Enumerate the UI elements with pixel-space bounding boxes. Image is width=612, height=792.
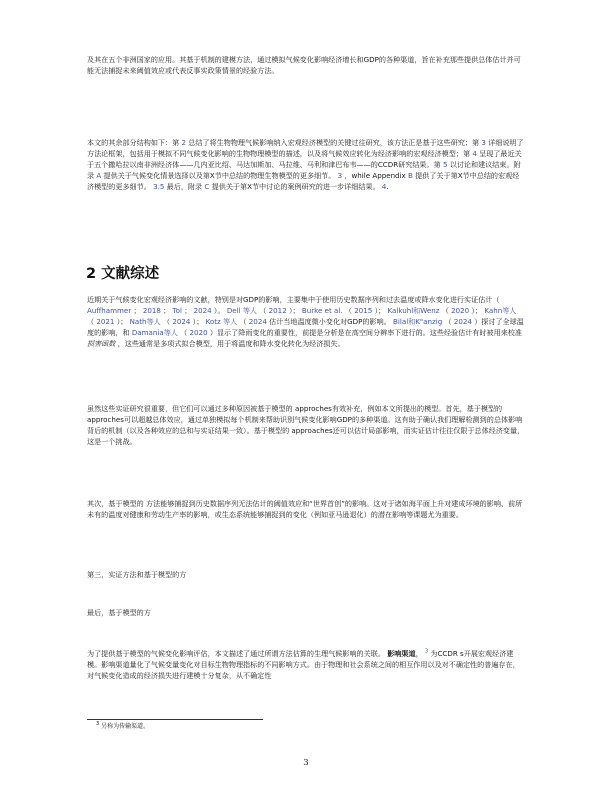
citation-separator: ）； — [192, 317, 204, 327]
citation-link[interactable]: Auffhammer — [87, 306, 132, 316]
lit-text: 估计当地温度微小变化对GDP的影响。 — [269, 317, 391, 327]
citation-separator: （ — [180, 328, 188, 338]
citation-link[interactable]: 2024 — [193, 306, 212, 316]
citation-link[interactable]: 2024 — [248, 317, 267, 327]
citation-separator: ； — [133, 306, 141, 316]
section-ref-link[interactable]: 3 — [337, 171, 343, 181]
outline-text: 最后，附录 — [166, 182, 203, 192]
second-point-paragraph — [87, 498, 525, 520]
citation-separator: ）； — [374, 306, 386, 316]
citation-link[interactable]: Damania等人 — [131, 328, 178, 338]
citation-separator: （ — [162, 317, 171, 327]
emphasized-term: 损害函数 — [87, 339, 116, 349]
lit-text: ，这些通常是多项式拟合模型，用于将温度和降水变化转化为经济损失。 — [117, 339, 345, 349]
outline-paragraph — [87, 137, 525, 192]
paragraph-text: 虽然这些实证研究很重要，但它们可以通过多种原因被基于模型的 approches有效补充，例如本文所提出的模型。首先，基于模型的 approches可以超越总体效应，通过单独模拟每个机制来帮助识别气候变化影响GDP的多种渠道。这有助于确认我们理解检测到的总体影响背后的机制（以及各种效应的总和与实证结果一致）。基于模型的 approaches还可以估计局部影响，而实证估计往往仅限于总体经济变量，这是一个挑战。 — [87, 404, 525, 447]
citation-link[interactable]: Dell 等人 — [226, 306, 258, 316]
page-number: 3 — [303, 758, 309, 768]
citation-link[interactable]: Kotz 等人 — [205, 317, 238, 327]
outline-text: ，while Appendix — [344, 171, 406, 181]
section-title: 文献综述 — [101, 266, 160, 282]
citation-link[interactable]: 2012 — [268, 306, 287, 316]
outline-text: 详细说明了方法论框架，包括用于模拟不同气候变化影响的生物物理模型的描述，以及将气候效应转化为经济影响的宏观经济模型；第 — [87, 138, 524, 159]
footnote — [96, 723, 149, 731]
citation-link[interactable]: 2021 — [96, 317, 115, 327]
citation-link[interactable]: 2024 — [172, 317, 191, 327]
section-ref-link[interactable]: 2 — [181, 138, 186, 147]
outline-text: . — [386, 182, 389, 192]
outline-text: 提供关于第X节中讨论的案例研究的进一步详细结果。 — [211, 182, 380, 192]
paragraph-text: 最后，基于模型的方 — [87, 608, 151, 617]
section-ref-link[interactable]: 4 — [381, 182, 387, 192]
lit-text: 近期关于气候变化宏观经济影响的文献，特别是对GDP的影响，主要集中于使用历史数据序列和过去温度或降水变化进行实证估计（ — [87, 295, 500, 304]
citation-link[interactable]: Tol — [172, 306, 182, 316]
citation-separator: （ — [444, 317, 452, 327]
citation-separator: （ — [87, 317, 95, 327]
citation-separator: （ — [441, 306, 449, 316]
outline-text: 本文的其余部分结构如下：第 — [87, 138, 180, 147]
appendix-ref-link[interactable]: B — [408, 171, 413, 181]
third-point-paragraph — [87, 569, 525, 580]
citation-link[interactable]: Burke et al. — [301, 306, 343, 316]
model-based-paragraph — [87, 403, 525, 447]
section-ref-link[interactable]: 3 — [481, 138, 486, 147]
paragraph-text: 为了提供基于模型的气候变化影响评估，本文描述了通过所谓方法估算的生理气候影响的关联。 — [87, 649, 385, 658]
impact-channels-paragraph — [87, 648, 525, 681]
intro-paragraph — [87, 54, 525, 76]
outline-text: 以讨论和建议结束。附录 — [87, 160, 521, 181]
footnote-number: 3 — [96, 721, 100, 727]
citation-link[interactable]: 2020 — [451, 306, 470, 316]
outline-text: 总结了将生物物理气候影响纳入宏观经济模型的关键过往研究，该方法正是基于这些研究；第 — [188, 138, 480, 147]
appendix-ref-link[interactable]: A — [96, 171, 102, 181]
citation-link[interactable]: Bilal和K"anzig — [393, 317, 443, 327]
citation-link[interactable]: 2024 — [453, 317, 472, 327]
citation-link[interactable]: Nath等人 — [129, 317, 161, 327]
citation-separator: ； — [184, 306, 192, 316]
citation-separator: （ — [259, 306, 267, 316]
paragraph-text: 为CCDR s开展宏观经济建模。影响渠道量化了气候变量变化对目标生物物理指标的不同影响方式。由于物理和社会系统之间的相互作用以及对不确定性的普遍存在，对气候变化造成的经济损失进行建模十分复杂，从不确定性 — [87, 649, 520, 681]
footnote-marker[interactable]: 3 — [424, 648, 429, 655]
citation-link[interactable]: 2018 — [142, 306, 161, 316]
citation-separator: ）。 — [213, 306, 225, 316]
lit-text: ）探讨了全球温度的影响，和 — [87, 317, 524, 338]
section-heading — [86, 262, 159, 283]
paragraph-text: 其次，基于模型的 方法能够捕捉到历史数据序列无法估计的阈值效应和“世界首创”的影响。这对于诸如海平面上升对建成环境的影响、前所未有的温度对健康和劳动生产率的影响，或生态系统能够捕捉到的变化（例如亚马逊退化）的潜在影响等课题尤为重要。 — [87, 499, 523, 520]
citation-separator: （ — [344, 306, 352, 316]
appendix-ref-link[interactable]: C — [204, 182, 210, 192]
section-ref-link[interactable]: 4 — [472, 149, 477, 159]
citation-separator: （ — [239, 317, 247, 327]
paragraph-text: 第三，实证方法和基于模型的方 — [87, 570, 187, 579]
literature-paragraph — [87, 294, 525, 349]
citation-separator: ； — [163, 306, 171, 316]
footnote-text: 另称为传输渠道。 — [101, 723, 150, 730]
outline-text: 提供了关于第X节中总结的宏观经济模型的更多细节。 — [87, 171, 520, 192]
intro-text: 及其在五个非洲国家的应用。其基于机制的建模方法，通过模拟气候变化影响经济增长和GDP的各种渠道，旨在补充那些提供总体估计并可能无法捕捉未来阈值效应或代表反事实政策情景的经验方法。 — [87, 55, 521, 76]
citation-link[interactable]: Kahn等人 — [484, 306, 517, 316]
citation-separator: ）； — [116, 317, 128, 327]
section-ref-link[interactable]: 5 — [442, 160, 448, 170]
outline-text: 提供关于气候变化情景选择以及第X节中总结的物理生物模型的更多细节。 — [103, 171, 336, 181]
bold-term: 影响渠道 — [387, 649, 416, 658]
citation-separator: ）； — [288, 306, 300, 316]
citation-link[interactable]: 2020 — [189, 328, 208, 338]
section-ref-link[interactable]: 3.5 — [153, 182, 165, 192]
lit-text: ）显示了降雨变化的重要性，前提是分析是在高空间分辨率下进行的。这些经验估计有时被用来校准 — [209, 328, 522, 338]
footnote-divider — [87, 719, 263, 720]
paragraph-text: ， — [415, 649, 423, 658]
citation-link[interactable]: Kalkuhl和Wenz — [387, 306, 440, 316]
outline-text: 呈现了最近关于五个撒哈拉以南非洲经济体——几内亚比绍、马达加斯加、马拉维、马利和津巴布韦——的CCDR研究结果。第 — [87, 149, 522, 170]
section-number: 2 — [86, 266, 97, 282]
last-point-paragraph — [87, 607, 525, 618]
citation-separator: ）； — [471, 306, 483, 316]
citation-link[interactable]: 2015 — [354, 306, 373, 316]
